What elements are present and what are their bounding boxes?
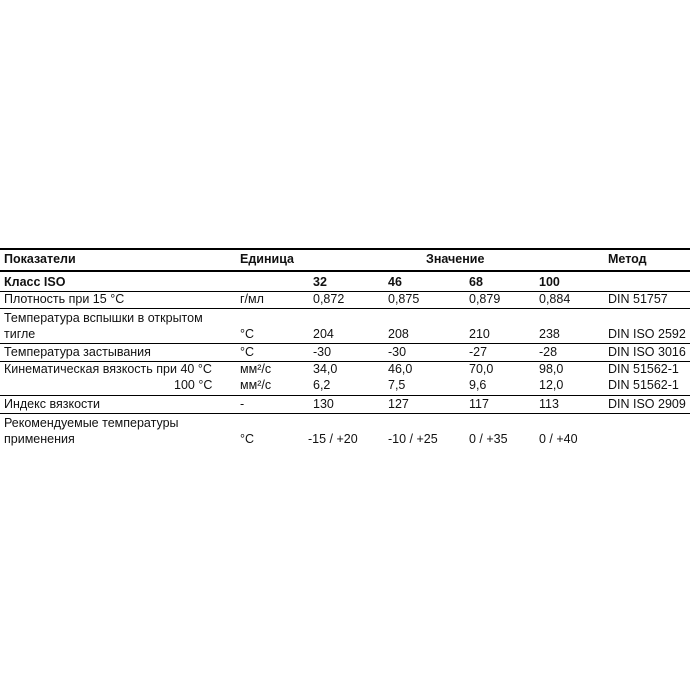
row-label: тигле [4, 327, 36, 341]
row-method: DIN ISO 3016 [608, 345, 686, 359]
row-rule [0, 308, 690, 309]
top-rule [0, 248, 690, 250]
row-value: 204 [313, 327, 334, 341]
row-value: 9,6 [469, 378, 487, 392]
row-label: Плотность при 15 °C [4, 292, 125, 306]
row-rule [0, 343, 690, 344]
row-value: 208 [388, 327, 409, 341]
row-value: 210 [469, 327, 490, 341]
row-value: -27 [469, 345, 488, 359]
row-value: 0 / +35 [469, 432, 508, 446]
row-value: 0 / +40 [539, 432, 578, 446]
row-value: 7,5 [388, 378, 406, 392]
row-unit: °C [240, 432, 255, 446]
row-label: применения [4, 432, 75, 446]
row-method: DIN ISO 2592 [608, 327, 686, 341]
header-rule [0, 270, 690, 272]
row-value: 0,884 [539, 292, 571, 306]
row-value: -30 [388, 345, 407, 359]
row-value: 70,0 [469, 362, 494, 376]
row-unit: г/мл [240, 292, 264, 306]
row-label: Температура застывания [4, 345, 151, 359]
row-value: 46,0 [388, 362, 413, 376]
row-value: 127 [388, 397, 409, 411]
row-value: 117 [469, 397, 489, 411]
row-value: 130 [313, 397, 334, 411]
iso-class-label: Класс ISO [4, 275, 66, 289]
row-value: 12,0 [539, 378, 564, 392]
row-method: DIN 51562-1 [608, 378, 679, 392]
row-unit: - [240, 397, 245, 411]
iso-grade: 32 [313, 275, 327, 289]
row-rule [0, 413, 690, 414]
row-method: DIN ISO 2909 [608, 397, 686, 411]
row-value: 6,2 [313, 378, 331, 392]
row-method: DIN 51562-1 [608, 362, 679, 376]
row-label: 100 °C [174, 378, 213, 392]
row-method: DIN 51757 [608, 292, 668, 306]
row-value: 113 [539, 397, 559, 411]
row-value: 238 [539, 327, 560, 341]
row-value: 34,0 [313, 362, 338, 376]
header-param: Показатели [4, 252, 76, 266]
row-unit: °C [240, 345, 255, 359]
header-value: Значение [426, 252, 485, 266]
row-label: Рекомендуемые температуры [4, 416, 179, 430]
row-unit: °C [240, 327, 255, 341]
iso-grade: 100 [539, 275, 560, 289]
row-value: 0,872 [313, 292, 345, 306]
row-value: 98,0 [539, 362, 564, 376]
row-value: -30 [313, 345, 332, 359]
row-rule [0, 395, 690, 396]
row-value: 0,879 [469, 292, 501, 306]
row-value: -15 / +20 [308, 432, 358, 446]
iso-grade: 68 [469, 275, 483, 289]
row-label: Температура вспышки в открытом [4, 311, 203, 325]
row-unit: мм²/с [240, 362, 272, 376]
row-value: -10 / +25 [388, 432, 438, 446]
header-unit: Единица [240, 252, 294, 266]
row-unit: мм²/с [240, 378, 272, 392]
row-value: -28 [539, 345, 558, 359]
iso-grade: 46 [388, 275, 402, 289]
row-label: Индекс вязкости [4, 397, 100, 411]
row-label: Кинематическая вязкость при 40 °C [4, 362, 212, 376]
row-value: 0,875 [388, 292, 420, 306]
header-method: Метод [608, 252, 647, 266]
